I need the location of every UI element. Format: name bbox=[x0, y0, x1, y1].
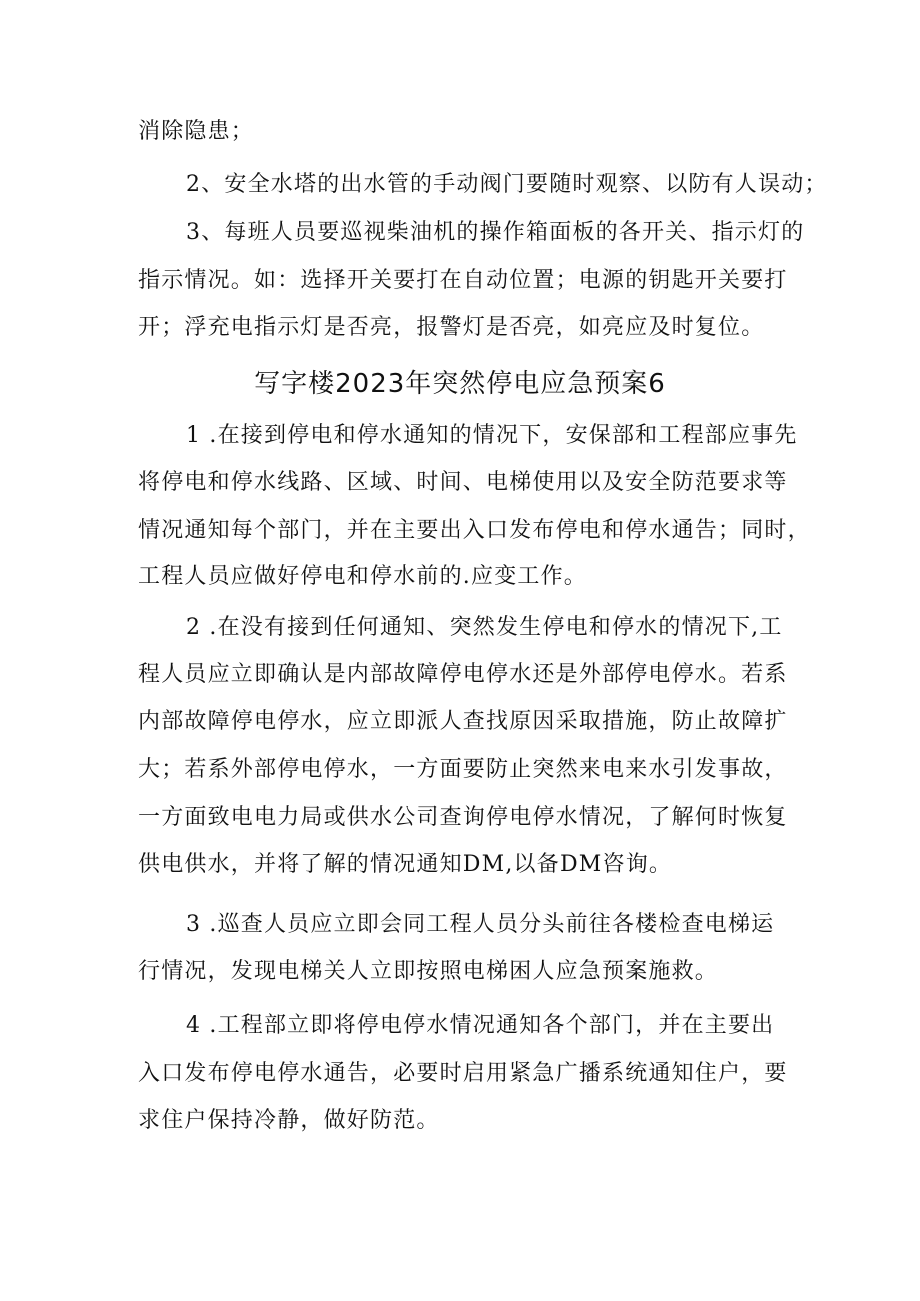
text-line: 内部故障停电停水，应立即派人查找原因采取措施，防止故障扩 bbox=[138, 709, 788, 734]
text-line: 3 .巡查人员应立即会同工程人员分头前往各楼检查电梯运 bbox=[186, 912, 775, 937]
text-line: 3、每班人员要巡视柴油机的操作箱面板的各开关、指示灯的 bbox=[186, 220, 805, 245]
text-line: 入口发布停电停水通告，必要时启用紧急广播系统通知住户，要 bbox=[138, 1061, 788, 1086]
text-line: 指示情况。如：选择开关要打在自动位置；电源的钥匙开关要打 bbox=[138, 268, 788, 293]
text-line: 求住户保持冷静，做好防范。 bbox=[138, 1108, 440, 1133]
text-line: 2 .在没有接到任何通知、突然发生停电和停水的情况下,工 bbox=[186, 615, 783, 640]
text-line: 一方面致电电力局或供水公司查询停电停水情况，了解何时恢复 bbox=[138, 805, 788, 830]
text-line: 大；若系外部停电停水，一方面要防止突然来电来水引发事故， bbox=[138, 757, 788, 782]
text-line: 情况通知每个部门，并在主要出入口发布停电和停水通告；同时， bbox=[138, 518, 811, 543]
text-line: 行情况，发现电梯关人立即按照电梯困人应急预案施救。 bbox=[138, 959, 719, 984]
text-line: 2、安全水塔的出水管的手动阀门要随时观察、以防有人误动； bbox=[186, 172, 828, 197]
text-line: 将停电和停水线路、区域、时间、电梯使用以及安全防范要求等 bbox=[138, 470, 788, 495]
section-title: 写字楼2023年突然停电应急预案6 bbox=[254, 369, 666, 399]
text-line: 开；浮充电指示灯是否亮，报警灯是否亮，如亮应及时复位。 bbox=[138, 315, 765, 340]
text-line: 1 .在接到停电和停水通知的情况下，安保部和工程部应事先 bbox=[186, 423, 798, 448]
text-line: 工程人员应做好停电和停水前的.应变工作。 bbox=[138, 564, 587, 589]
text-line: 消除隐患； bbox=[138, 119, 255, 144]
text-line: 供电供水，并将了解的情况通知DM,以备DM咨询。 bbox=[138, 852, 673, 877]
text-line: 程人员应立即确认是内部故障停电停水还是外部停电停水。若系 bbox=[138, 662, 788, 687]
text-line: 4 .工程部立即将停电停水情况通知各个部门，并在主要出 bbox=[186, 1013, 775, 1038]
